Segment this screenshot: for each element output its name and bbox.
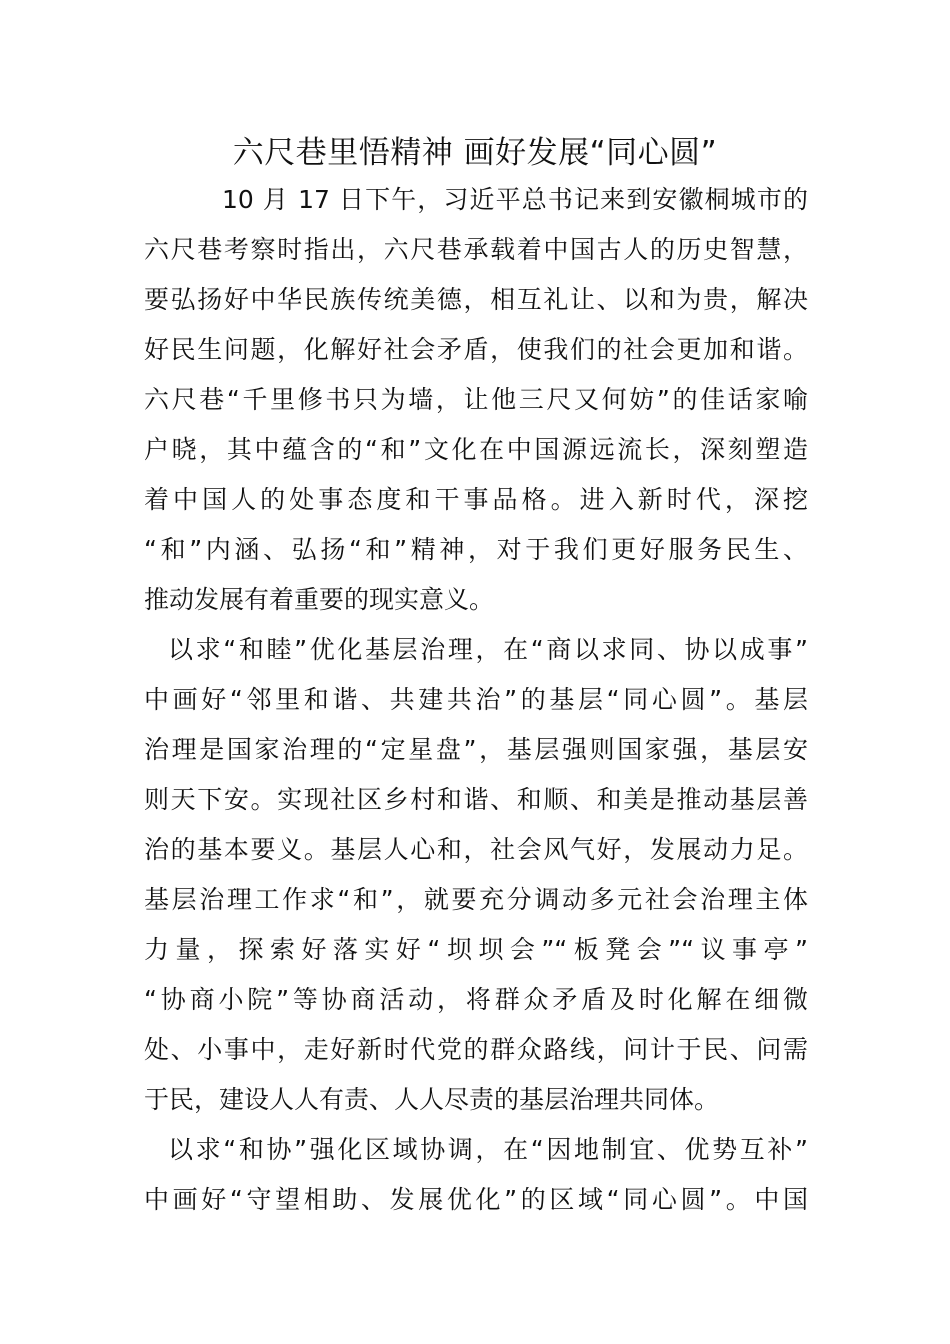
paragraph-line: “和”内涵、弘扬“和”精神，对于我们更好服务民生、	[144, 535, 808, 564]
paragraph-line: 六尺巷“千里修书只为墙，让他三尺又何妨”的佳话家喻	[144, 385, 808, 414]
paragraph-line: 中画好“邻里和谐、共建共治”的基层“同心圆”。基层	[144, 685, 808, 714]
paragraph-line: 着中国人的处事态度和干事品格。进入新时代，深挖	[144, 485, 808, 514]
paragraph-line: 治的基本要义。基层人心和，社会风气好，发展动力足。	[144, 835, 808, 864]
paragraph-line: 中画好“守望相助、发展优化”的区域“同心圆”。中国	[144, 1185, 808, 1214]
paragraph-line: 要弘扬好中华民族传统美德，相互礼让、以和为贵，解决	[144, 285, 808, 314]
paragraph-line: 好民生问题，化解好社会矛盾，使我们的社会更加和谐。	[144, 335, 808, 364]
paragraph-line: 于民，建设人人有责、人人尽责的基层治理共同体。	[144, 1085, 720, 1114]
paragraph-line: 推动发展有着重要的现实意义。	[144, 585, 495, 614]
paragraph-line: “协商小院”等协商活动，将群众矛盾及时化解在细微	[144, 985, 808, 1014]
paragraph-line: 处、小事中，走好新时代党的群众路线，问计于民、问需	[144, 1035, 808, 1064]
paragraph-line: 以求“和协”强化区域协调，在“因地制宜、优势互补”	[168, 1135, 808, 1164]
paragraph-line: 则天下安。实现社区乡村和谐、和顺、和美是推动基层善	[144, 785, 808, 814]
paragraph-line: 基层治理工作求“和”，就要充分调动多元社会治理主体	[144, 885, 808, 914]
paragraph-line: 六尺巷考察时指出，六尺巷承载着中国古人的历史智慧，	[144, 235, 808, 264]
paragraph-line: 10 月 17 日下午，习近平总书记来到安徽桐城市的	[222, 185, 808, 214]
paragraph-line: 以求“和睦”优化基层治理，在“商以求同、协以成事”	[168, 635, 808, 664]
paragraph-line: 力量，探索好落实好“坝坝会”“板凳会”“议事亭”	[144, 935, 808, 964]
paragraph-line: 治理是国家治理的“定星盘”，基层强则国家强，基层安	[144, 735, 808, 764]
paragraph-line: 户晓，其中蕴含的“和”文化在中国源远流长，深刻塑造	[144, 435, 808, 464]
document-title: 六尺巷里悟精神 画好发展“同心圆”	[232, 135, 718, 171]
